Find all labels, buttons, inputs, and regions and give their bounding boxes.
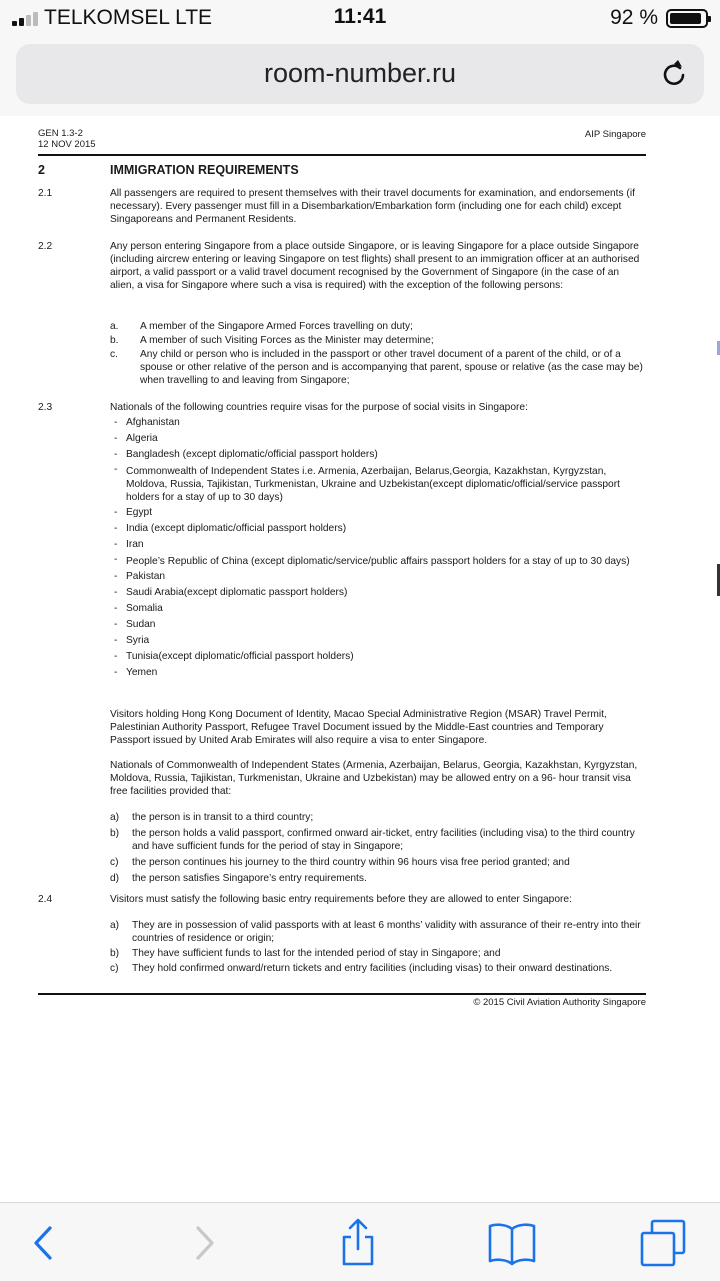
list-item: c. Any child or person who is included in the passport or other travel document of a parent of the child, or of a spouse or other relative of the person and is accompanying that parent, spouse or relative (as the case may be) when travelling to and leaving from Singapore; [110, 349, 643, 386]
list-item: - Syria [114, 635, 150, 646]
list-item: - India (except diplomatic/official passport holders) [114, 523, 347, 534]
clock: 11:41 [333, 5, 387, 28]
document-code: GEN 1.3-2 [38, 128, 83, 139]
list-item: - Commonwealth of Independent States i.e. Armenia, Azerbaijan, Belarus,Georgia, Kazakhstan, Kyrgyzstan, Moldova, Russia, Tajikistan, Turkmenistan, Ukraine and Uzbekistan(except diplomatic/official/service passport holders for a stay of up to 30 days) [114, 464, 620, 503]
list-item: - Sudan [114, 619, 156, 630]
footer-rule [38, 993, 646, 995]
section-title: IMMIGRATION REQUIREMENTS [110, 163, 299, 177]
document-date: 12 NOV 2015 [38, 139, 96, 150]
bookmarks-button[interactable] [484, 1215, 540, 1271]
list-item: a. A member of the Singapore Armed Forces travelling on duty; [110, 321, 413, 332]
bookmarks-icon[interactable] [484, 1215, 540, 1271]
list-item: - Iran [114, 539, 144, 550]
carrier-label: TELKOMSEL LTE [44, 6, 213, 29]
list-item: c) the person continues his journey to the third country within 96 hours visa free period granted; and [110, 857, 570, 868]
copyright-notice: © 2015 Civil Aviation Authority Singapore [473, 997, 646, 1008]
list-item: d) the person satisfies Singapore’s entry requirements. [110, 873, 367, 884]
list-item: - Yemen [114, 667, 158, 678]
paragraph-number: 2.4 [38, 894, 53, 905]
list-item: - Egypt [114, 507, 153, 518]
url-text[interactable]: room-number.ru [263, 58, 457, 88]
browser-toolbar [0, 1202, 720, 1281]
browser-address-area [0, 40, 720, 116]
paragraph-intro: Visitors must satisfy the following basic entry requirements before they are allowed to enter Singapore: [110, 894, 572, 905]
back-icon[interactable] [16, 1215, 72, 1271]
document-page [0, 116, 720, 1202]
list-item: - Tunisia(except diplomatic/official passport holders) [114, 651, 354, 662]
battery-icon [666, 9, 708, 28]
forward-icon[interactable] [176, 1215, 232, 1271]
list-item: - Somalia [114, 603, 163, 614]
forward-button[interactable] [176, 1215, 232, 1271]
document-header-left [38, 128, 96, 150]
tabs-button[interactable] [636, 1215, 692, 1271]
list-item: - Saudi Arabia(except diplomatic passport holders) [114, 587, 348, 598]
reload-icon[interactable] [658, 58, 690, 90]
country-list [110, 415, 646, 681]
paragraph-text: Any person entering Singapore from a place outside Singapore, or is leaving Singapore for a place outside Singapore (including aircrew entering or leaving Singapore on test flights) shall present to an immigration officer at an authorised airport, a valid passport or a valid travel document recognised by the Government of Singapore (in the case of an alien, a visa for Singapore where such a visa is required) with the exception of the following persons: [110, 241, 640, 291]
back-button[interactable] [16, 1215, 72, 1271]
share-icon[interactable] [330, 1215, 386, 1271]
list-item: a) They are in possession of valid passports with at least 6 months’ validity with assurance of their re-entry into their countries of residence or origin; [110, 920, 641, 944]
requirement-list [110, 919, 646, 975]
list-item: - Pakistan [114, 571, 166, 582]
header-rule [38, 154, 646, 156]
tabs-icon[interactable] [636, 1215, 692, 1271]
list-item: b. A member of such Visiting Forces as the Minister may determine; [110, 335, 434, 346]
status-bar [0, 0, 720, 40]
condition-list [110, 811, 646, 885]
list-item: b) They have sufficient funds to last for the intended period of stay in Singapore; and [110, 948, 501, 959]
document-header-right: AIP Singapore [584, 129, 646, 140]
paragraph-number: 2.2 [38, 241, 53, 252]
paragraph-number: 2.3 [38, 402, 53, 413]
paragraph-intro: Nationals of the following countries require visas for the purpose of social visits in Singapore: [110, 402, 528, 413]
list-item: - Algeria [114, 433, 158, 444]
list-item: a) the person is in transit to a third country; [110, 812, 314, 823]
list-item: - People’s Republic of China (except diplomatic/service/public affairs passport holders for a stay of up to 30 days) [114, 554, 630, 567]
paragraph-text: All passengers are required to present themselves with their travel documents for examination, and endorsements (if necessary). Every passenger must fill in a Disembarkation/Embarkation form (including one for each child) except Singaporeans and Permanent Residents. [110, 188, 635, 225]
list-item: b) the person holds a valid passport, confirmed onward air-ticket, entry facilities (including visa) to the third country and have sufficient funds for the period of stay in Singapore; [110, 828, 635, 852]
section-number: 2 [38, 163, 45, 177]
battery-percentage: 92 % [610, 6, 658, 29]
share-button[interactable] [330, 1215, 386, 1271]
list-item: - Afghanistan [114, 417, 180, 428]
list-item: - Bangladesh (except diplomatic/official passport holders) [114, 449, 378, 460]
exception-list [110, 320, 646, 388]
address-bar[interactable] [16, 44, 704, 104]
paragraph-number: 2.1 [38, 188, 53, 199]
paragraph-text: Nationals of Commonwealth of Independent States (Armenia, Azerbaijan, Belarus, Georgia, Kazakhstan, Kyrgyzstan, Moldova, Russia, Tajikistan, Turkmenistan, Ukraine and Uzbekistan) may be allowed entry on a 96- hour transit visa free facilities provided that: [110, 760, 638, 797]
paragraph-text: Visitors holding Hong Kong Document of Identity, Macao Special Administrative Region (MSAR) Travel Permit, Palestinian Authority Passport, Refugee Travel Document issued by the Middle-East countries and Temporary Passport issued by United Arab Emirates will also require a visa to enter Singapore. [110, 709, 607, 746]
list-item: c) They hold confirmed onward/return tickets and entry facilities (including visas) to their onward destinations. [110, 963, 613, 974]
